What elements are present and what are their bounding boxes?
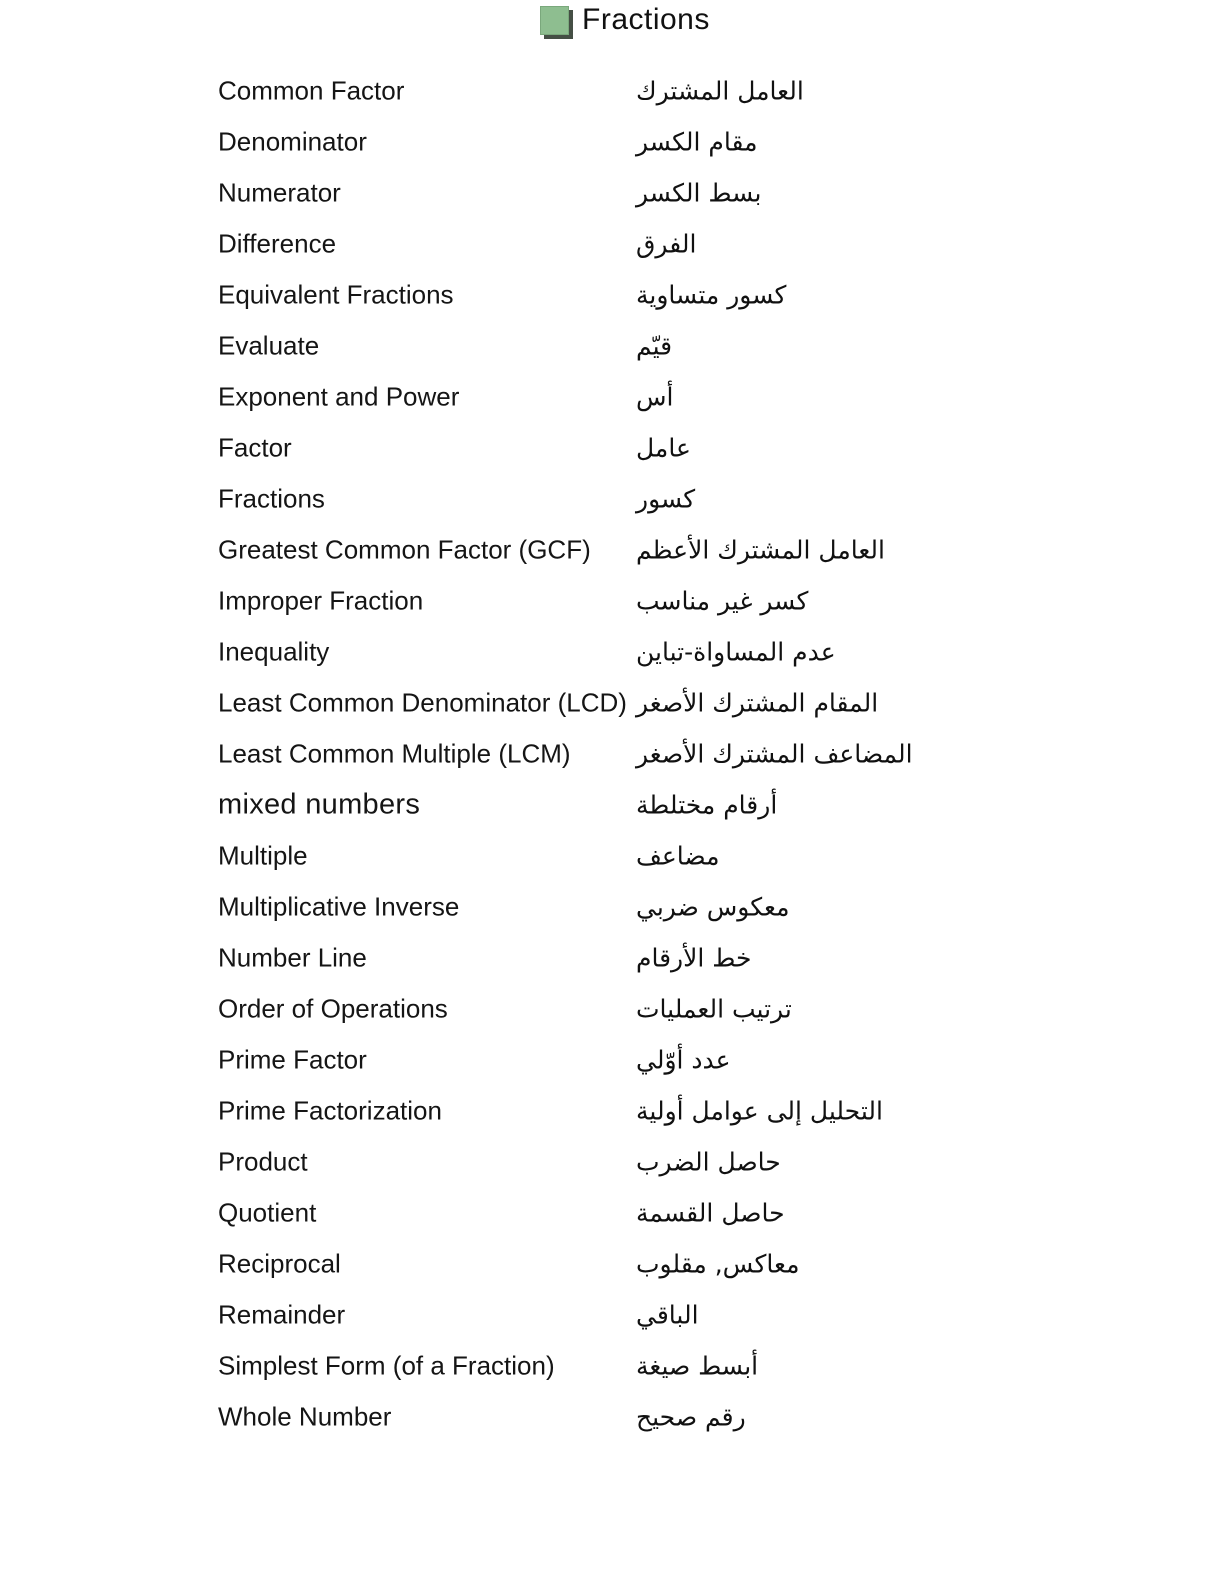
term-english: Multiplicative Inverse [218, 891, 460, 921]
term-arabic: المضاعف المشترك الأصغر [636, 739, 913, 768]
term-english: Quotient [218, 1197, 317, 1227]
term-english: Multiple [218, 840, 308, 870]
term-english: Fractions [218, 483, 325, 513]
glossary-row [0, 1289, 1224, 1340]
term-english: Least Common Multiple (LCM) [218, 738, 571, 768]
term-arabic: كسور [636, 484, 696, 513]
term-english: Inequality [218, 636, 330, 666]
glossary-row [0, 677, 1224, 728]
term-english: Greatest Common Factor (GCF) [218, 534, 591, 564]
term-english: Least Common Denominator (LCD) [218, 687, 627, 717]
term-english: Order of Operations [218, 993, 448, 1023]
term-english: Denominator [218, 126, 367, 156]
term-arabic: حاصل الضرب [636, 1147, 781, 1176]
glossary-list [0, 65, 1224, 1442]
term-english: Simplest Form (of a Fraction) [218, 1350, 555, 1380]
term-arabic: عدد أوّلي [636, 1045, 731, 1074]
term-arabic: الباقي [636, 1300, 699, 1329]
term-arabic: ترتيب العمليات [636, 994, 792, 1023]
glossary-row [0, 1136, 1224, 1187]
term-arabic: معكوس ضربي [636, 892, 790, 921]
term-arabic: الفرق [636, 229, 697, 258]
glossary-row [0, 320, 1224, 371]
term-arabic: عدم المساواة-تباين [636, 637, 836, 666]
term-arabic: رقم صحيح [636, 1402, 746, 1431]
term-arabic: كسور متساوية [636, 280, 787, 309]
term-english: Remainder [218, 1299, 346, 1329]
document-header [540, 3, 710, 37]
glossary-row [0, 65, 1224, 116]
glossary-row [0, 116, 1224, 167]
term-arabic: عامل [636, 433, 691, 462]
glossary-row [0, 269, 1224, 320]
term-arabic: حاصل القسمة [636, 1198, 785, 1227]
glossary-row [0, 473, 1224, 524]
term-english: Number Line [218, 942, 367, 972]
term-english: Improper Fraction [218, 585, 424, 615]
glossary-row [0, 728, 1224, 779]
glossary-row [0, 218, 1224, 269]
term-arabic: مقام الكسر [636, 127, 758, 156]
term-arabic: كسر غير مناسب [636, 586, 809, 615]
term-english: Factor [218, 432, 292, 462]
term-english: Evaluate [218, 330, 320, 360]
term-arabic: العامل المشترك [636, 76, 804, 105]
term-english: Common Factor [218, 75, 405, 105]
term-english: Product [218, 1146, 308, 1176]
term-arabic: التحليل إلى عوامل أولية [636, 1096, 883, 1125]
term-english: Exponent and Power [218, 381, 460, 411]
term-arabic: خط الأرقام [636, 943, 752, 972]
term-arabic: قيّم [636, 331, 673, 360]
glossary-row [0, 881, 1224, 932]
glossary-row [0, 1034, 1224, 1085]
glossary-row [0, 932, 1224, 983]
term-english: Numerator [218, 177, 341, 207]
glossary-row [0, 983, 1224, 1034]
glossary-row [0, 626, 1224, 677]
page-title: Fractions [582, 3, 710, 36]
glossary-row [0, 422, 1224, 473]
term-english: Reciprocal [218, 1248, 341, 1278]
term-arabic: معاكس, مقلوب [636, 1249, 800, 1278]
glossary-row [0, 1187, 1224, 1238]
term-english: Prime Factorization [218, 1095, 442, 1125]
term-arabic: بسط الكسر [636, 178, 762, 207]
term-arabic: أس [636, 382, 674, 411]
term-english: Difference [218, 228, 337, 258]
glossary-row [0, 167, 1224, 218]
term-english: Prime Factor [218, 1044, 367, 1074]
term-arabic: العامل المشترك الأعظم [636, 535, 885, 564]
glossary-row [0, 779, 1224, 830]
term-english: Whole Number [218, 1401, 392, 1431]
glossary-row [0, 524, 1224, 575]
glossary-row [0, 1391, 1224, 1442]
term-arabic: المقام المشترك الأصغر [636, 688, 879, 717]
glossary-row [0, 1238, 1224, 1289]
term-arabic: أبسط صيغة [636, 1351, 759, 1380]
green-square-icon [540, 6, 569, 35]
term-english: mixed numbers [218, 788, 421, 820]
glossary-row [0, 1340, 1224, 1391]
glossary-row [0, 575, 1224, 626]
term-arabic: مضاعف [636, 841, 720, 870]
glossary-row [0, 371, 1224, 422]
term-arabic: أرقام مختلطة [636, 790, 778, 819]
term-english: Equivalent Fractions [218, 279, 454, 309]
glossary-row [0, 1085, 1224, 1136]
glossary-row [0, 830, 1224, 881]
